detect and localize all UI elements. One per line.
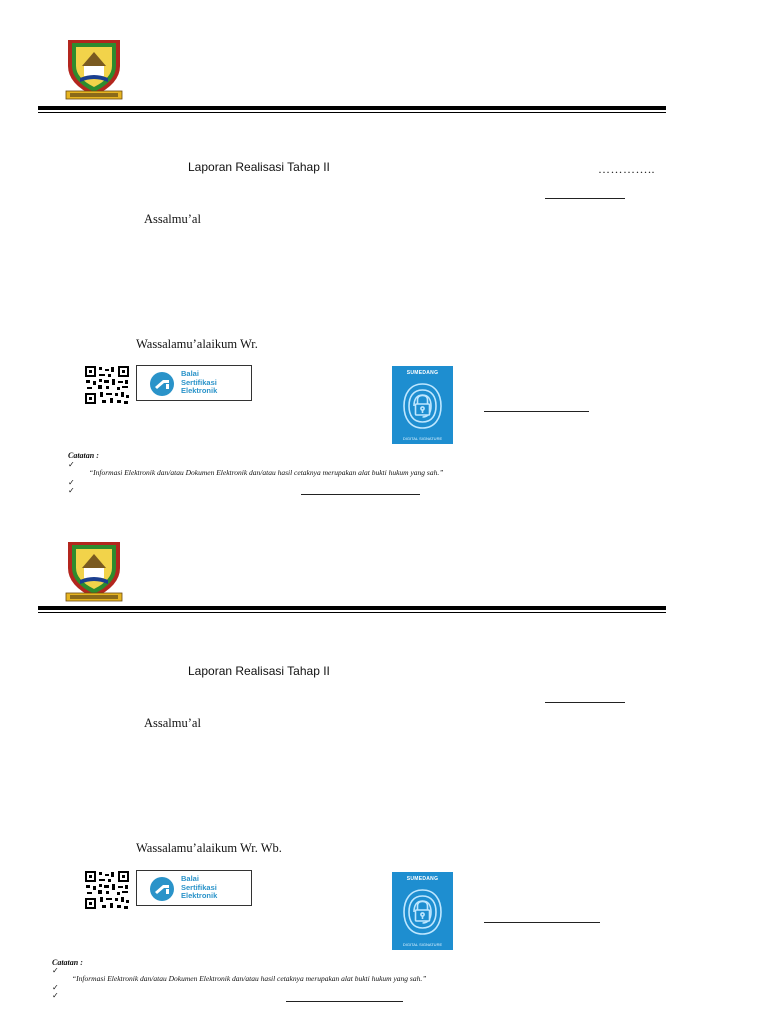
qr-code-icon[interactable] bbox=[84, 870, 130, 910]
recipient-underline bbox=[545, 198, 625, 199]
footer-underline bbox=[301, 494, 420, 495]
note-label: Catatan : bbox=[52, 958, 83, 967]
bse-logo-box bbox=[136, 365, 252, 401]
check-icon: ✓ bbox=[52, 966, 59, 975]
bse-logo-text: Balai Sertifikasi Elektronik bbox=[181, 874, 218, 900]
check-icon: ✓ bbox=[68, 460, 75, 469]
signer-name-underline bbox=[484, 411, 589, 412]
recipient-underline bbox=[545, 702, 625, 703]
letterhead-rule-thin bbox=[38, 112, 666, 113]
qr-code-icon[interactable] bbox=[84, 365, 130, 405]
fingerprint-lock-icon bbox=[400, 886, 445, 938]
signer-name-underline bbox=[484, 922, 600, 923]
regency-crest-logo bbox=[62, 36, 126, 100]
regency-crest-logo bbox=[62, 538, 126, 602]
date-placeholder: ………….. bbox=[598, 162, 655, 176]
closing: Wassalamu’alaikum Wr. bbox=[136, 337, 258, 351]
letterhead-rule-thin bbox=[38, 612, 666, 613]
legal-quote: “Informasi Elektronik dan/atau Dokumen Elektronik dan/atau hasil cetaknya merupakan alat bukti hukum yang sah.” bbox=[72, 974, 427, 983]
bse-logo-text: Balai Sertifikasi Elektronik bbox=[181, 369, 218, 395]
closing: Wassalamu’alaikum Wr. Wb. bbox=[136, 841, 282, 855]
footer-underline bbox=[286, 1001, 403, 1002]
check-icon: ✓ bbox=[52, 991, 59, 1000]
legal-quote: “Informasi Elektronik dan/atau Dokumen Elektronik dan/atau hasil cetaknya merupakan alat bukti hukum yang sah.” bbox=[89, 468, 444, 477]
bse-logo-icon bbox=[149, 876, 175, 902]
check-icon: ✓ bbox=[68, 486, 75, 495]
greeting: Assalmu’al bbox=[144, 212, 201, 226]
digital-signature-badge: SUMEDANG DIGITAL SIGNATURE bbox=[392, 366, 453, 444]
digital-signature-badge: SUMEDANG DIGITAL SIGNATURE bbox=[392, 872, 453, 950]
bse-logo-icon bbox=[149, 371, 175, 397]
document-title: Laporan Realisasi Tahap II bbox=[188, 664, 330, 678]
letterhead-rule-thick bbox=[38, 606, 666, 610]
bse-logo-box bbox=[136, 870, 252, 906]
check-icon: ✓ bbox=[52, 983, 59, 992]
document-page-2 bbox=[0, 504, 768, 1008]
document-title: Laporan Realisasi Tahap II bbox=[188, 160, 330, 174]
check-icon: ✓ bbox=[68, 478, 75, 487]
greeting: Assalmu’al bbox=[144, 716, 201, 730]
letterhead-rule-thick bbox=[38, 106, 666, 110]
fingerprint-lock-icon bbox=[400, 380, 445, 432]
document-page-1 bbox=[0, 0, 768, 504]
note-label: Catatan : bbox=[68, 451, 99, 460]
